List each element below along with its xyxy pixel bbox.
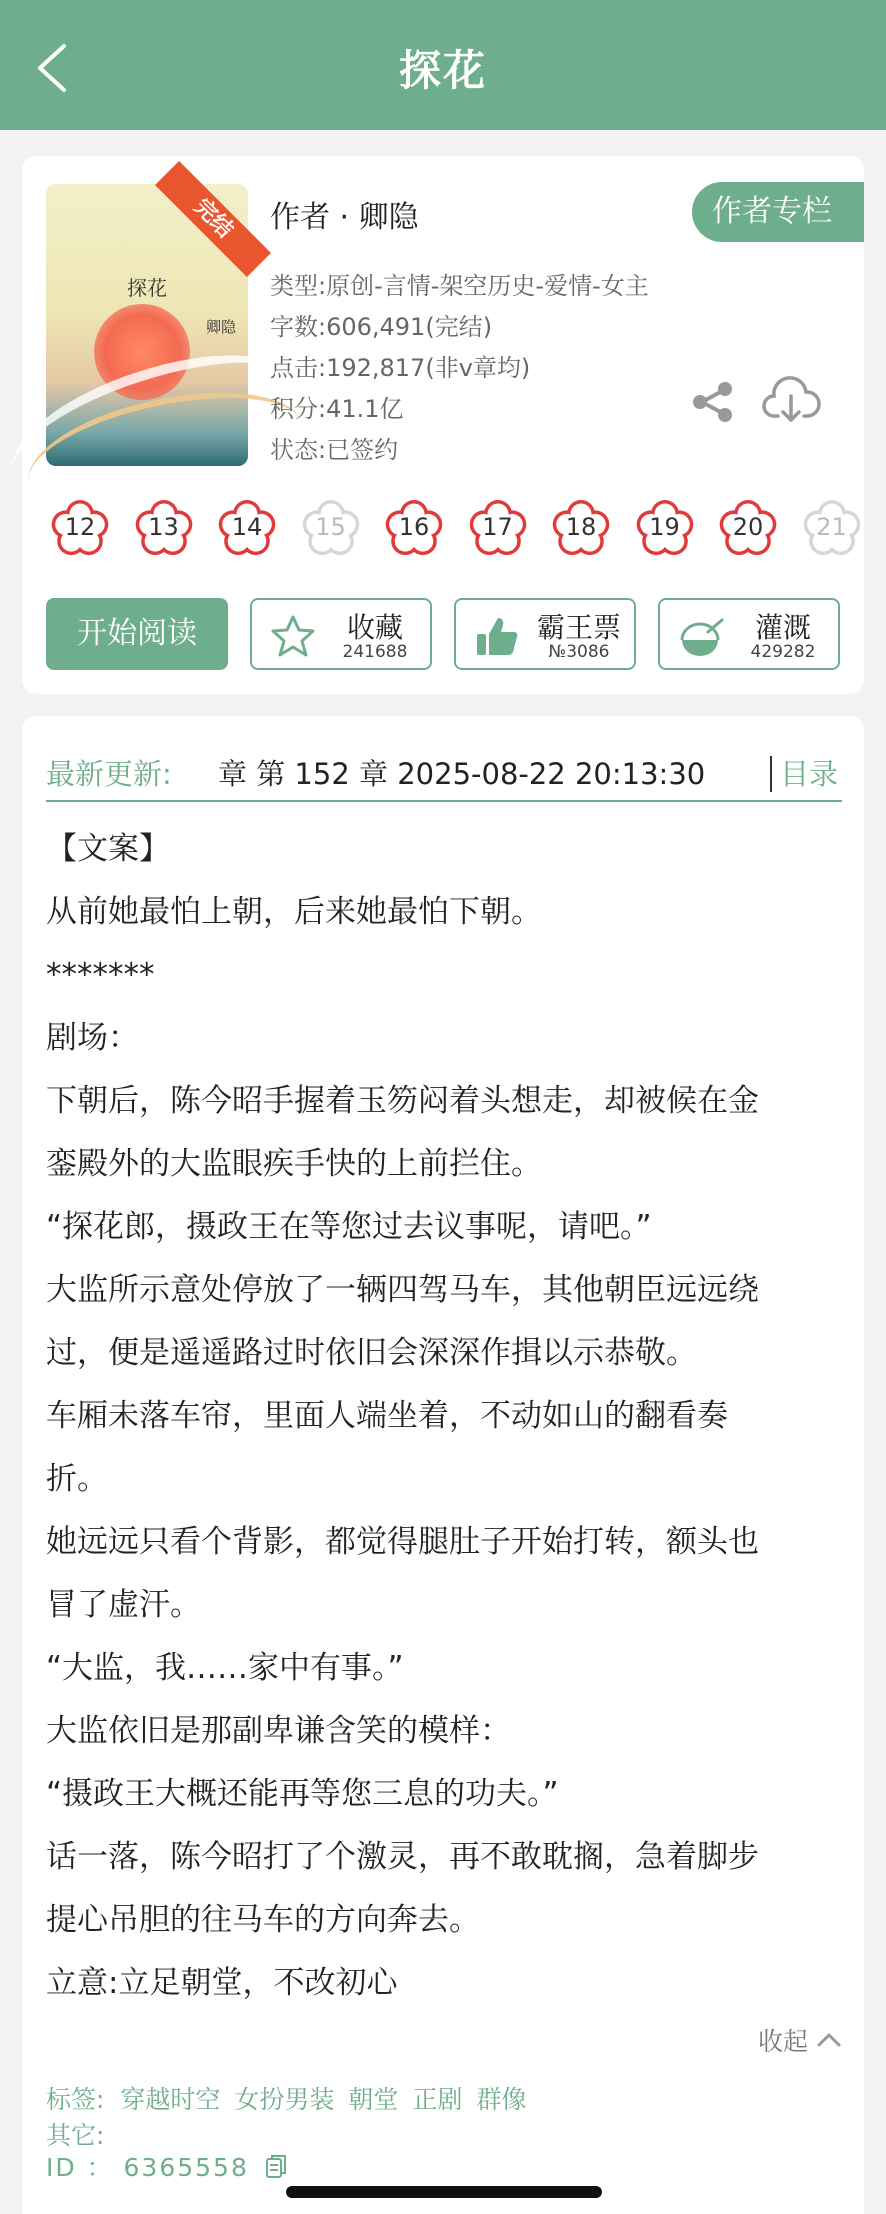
synopsis-line: 提心吊胆的往马车的方向奔去。 — [46, 1902, 480, 1938]
water-label: 灌溉 — [754, 611, 811, 644]
synopsis-line: “探花郎，摄政王在等您过去议事呢，请吧。” — [46, 1209, 652, 1245]
thumbs-up-icon — [474, 614, 520, 658]
ticket-label: 霸王票 — [536, 611, 621, 644]
flower-14[interactable] — [213, 494, 281, 562]
completed-ribbon: 完结 — [155, 161, 271, 277]
id-value: 6365558 — [123, 2153, 249, 2182]
tag-item[interactable]: 女扮男装 — [234, 2085, 335, 2114]
synopsis-line: 下朝后，陈今昭手握着玉笏闷着头想走，却被候在金 — [46, 1083, 759, 1119]
favorite-button[interactable] — [250, 598, 432, 670]
collapse-label: 收起 — [758, 2027, 809, 2056]
synopsis-line: 【文案】 — [46, 831, 170, 867]
synopsis-text — [46, 818, 846, 2015]
top-bar — [0, 0, 886, 130]
book-type: 类型:原创-言情-架空历史-爱情-女主 — [270, 272, 649, 300]
share-icon[interactable] — [690, 380, 736, 424]
synopsis-line: 冒了虚汗。 — [46, 1587, 201, 1623]
author-column-button[interactable]: 作者专栏 — [692, 182, 864, 242]
start-reading-button[interactable]: 开始阅读 — [46, 598, 228, 670]
chevron-up-icon — [816, 2032, 842, 2048]
book-cover[interactable] — [46, 184, 248, 466]
tag-item[interactable]: 朝堂 — [348, 2085, 399, 2114]
divider — [46, 800, 842, 802]
synopsis-line: 大监依旧是那副卑谦含笑的模样： — [46, 1713, 511, 1749]
flower-label: 21 — [816, 513, 847, 541]
watering-can-icon — [678, 614, 724, 658]
tags-row — [46, 2080, 540, 2116]
copy-icon[interactable] — [265, 2154, 287, 2180]
synopsis-line: 銮殿外的大监眼疾手快的上前拦住。 — [46, 1146, 542, 1182]
flower-12[interactable] — [46, 494, 114, 562]
home-indicator — [286, 2186, 602, 2198]
synopsis-line: 从前她最怕上朝，后来她最怕下朝。 — [46, 894, 542, 930]
sign-status: 状态:已签约 — [270, 436, 399, 464]
collapse-button[interactable] — [758, 2022, 842, 2058]
flower-19[interactable] — [631, 494, 699, 562]
tag-item[interactable]: 穿越时空 — [120, 2085, 221, 2114]
flower-13[interactable] — [130, 494, 198, 562]
synopsis-line: “摄政王大概还能再等您三息的功夫。” — [46, 1776, 559, 1812]
water-button[interactable] — [658, 598, 840, 670]
flower-label: 12 — [64, 513, 96, 541]
water-count: 429282 — [750, 642, 816, 662]
book-id-row — [46, 2148, 287, 2184]
favorite-label: 收藏 — [346, 611, 403, 644]
book-info-card — [22, 156, 864, 694]
star-icon — [270, 614, 316, 658]
flower-17[interactable] — [464, 494, 532, 562]
tag-item[interactable]: 群像 — [476, 2085, 527, 2114]
tag-item[interactable]: 正剧 — [412, 2085, 463, 2114]
synopsis-line: 立意:立足朝堂，不改初心 — [46, 1965, 398, 2001]
flower-16[interactable] — [380, 494, 448, 562]
latest-update-text[interactable]: 章 第 152 章 2025-08-22 20:13:30 — [218, 757, 706, 791]
page-title: 探花 — [398, 46, 487, 95]
click-count: 点击:192,817(非v章均) — [270, 354, 531, 382]
tags-label: 标签: — [46, 2085, 105, 2114]
flower-18[interactable] — [547, 494, 615, 562]
flower-label: 17 — [482, 513, 513, 541]
latest-update-label: 最新更新: — [46, 757, 172, 791]
flower-label: 13 — [148, 513, 179, 541]
word-count: 字数:606,491(完结) — [270, 313, 493, 341]
synopsis-card — [22, 716, 864, 2214]
synopsis-line: 车厢未落车帘，里面人端坐着，不动如山的翻看奏 — [46, 1398, 728, 1434]
ticket-count: №3086 — [548, 642, 610, 662]
synopsis-line: ******* — [46, 957, 155, 993]
table-of-contents-link[interactable]: 目录 — [779, 757, 838, 791]
points: 积分:41.1亿 — [270, 395, 404, 423]
flower-label: 16 — [398, 513, 430, 541]
flower-label: 19 — [649, 513, 680, 541]
synopsis-line: “大监，我……家中有事。” — [46, 1650, 404, 1686]
cover-author: 卿隐 — [205, 318, 236, 336]
synopsis-line: 她远远只看个背影，都觉得腿肚子开始打转，额头也 — [46, 1524, 759, 1560]
flower-15[interactable] — [297, 494, 365, 562]
cover-title: 探花 — [127, 276, 167, 300]
flower-20[interactable] — [714, 494, 782, 562]
download-icon[interactable] — [762, 376, 820, 426]
favorite-count: 241688 — [342, 642, 408, 662]
author-name[interactable]: 作者 · 卿隐 — [270, 200, 419, 235]
ticket-button[interactable] — [454, 598, 636, 670]
flower-label: 14 — [231, 513, 263, 541]
id-label: ID ： — [46, 2153, 114, 2182]
flower-rating-row[interactable] — [46, 494, 847, 570]
update-divider — [770, 756, 772, 792]
flower-label: 20 — [732, 513, 764, 541]
synopsis-line: 话一落，陈今昭打了个激灵，再不敢耽搁，急着脚步 — [46, 1839, 759, 1875]
flower-21[interactable] — [798, 494, 866, 562]
flower-label: 18 — [565, 513, 597, 541]
synopsis-line: 折。 — [46, 1461, 108, 1497]
synopsis-line: 过，便是遥遥路过时依旧会深深作揖以示恭敬。 — [46, 1335, 697, 1371]
latest-update-row[interactable] — [46, 740, 842, 796]
synopsis-line: 大监所示意处停放了一辆四驾马车，其他朝臣远远绕 — [46, 1272, 759, 1308]
synopsis-line: 剧场： — [46, 1020, 139, 1056]
flower-label: 15 — [315, 513, 346, 541]
other-label: 其它: — [46, 2121, 105, 2150]
